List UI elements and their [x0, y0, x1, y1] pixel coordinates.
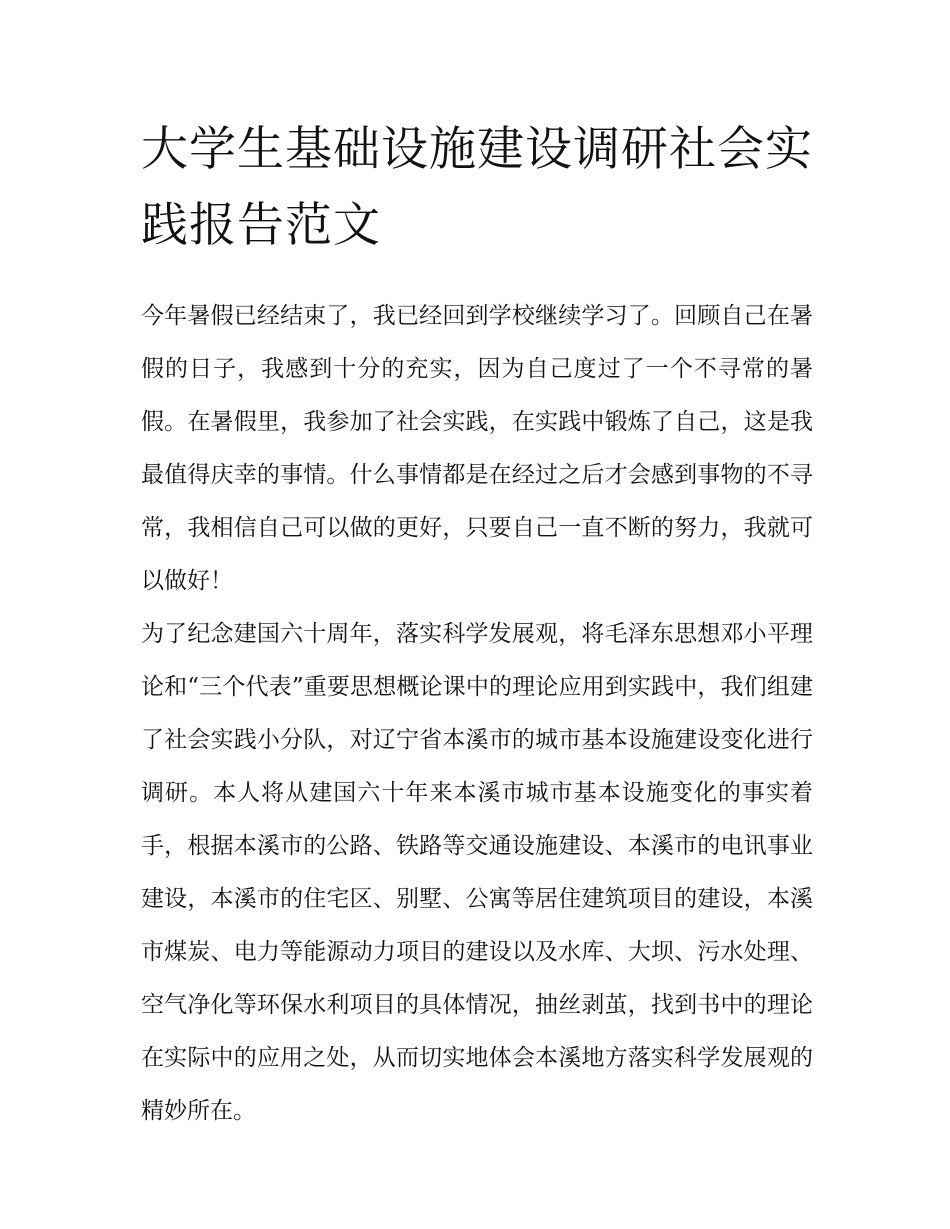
- document-title: 大学生基础设施建设调研社会实践报告范文: [141, 122, 813, 253]
- paragraph-purpose: 为了纪念建国六十周年，落实科学发展观，将毛泽东思想邓小平理论和“三个代表”重要思想概论课中的理论应用到实践中，我们组建了社会实践小分队，对辽宁省本溪市的城市基本设施建设变化进行调研。本人将从建国六十年来本溪市城市基本设施变化的事实着手，根据本溪市的公路、铁路等交通设施建设、本溪市的电讯事业建设，本溪市的住宅区、别墅、公寓等居住建筑项目的建设，本溪市煤炭、电力等能源动力项目的建设以及水库、大坝、污水处理、空气净化等环保水利项目的具体情况，抽丝剥茧，找到书中的理论在实际中的应用之处，从而切实地体会本溪地方落实科学发展观的精妙所在。: [141, 621, 813, 1124]
- document-page: [141, 112, 813, 1138]
- paragraph-intro: 今年暑假已经结束了，我已经回到学校继续学习了。回顾自己在暑假的日子，我感到十分的充实，因为自己度过了一个不寻常的暑假。在暑假里，我参加了社会实践，在实践中锻炼了自己，这是我最值得庆幸的事情。什么事情都是在经过之后才会感到事物的不寻常，我相信自己可以做的更好，只要自己一直不断的努力，我就可以做好！: [141, 303, 813, 594]
